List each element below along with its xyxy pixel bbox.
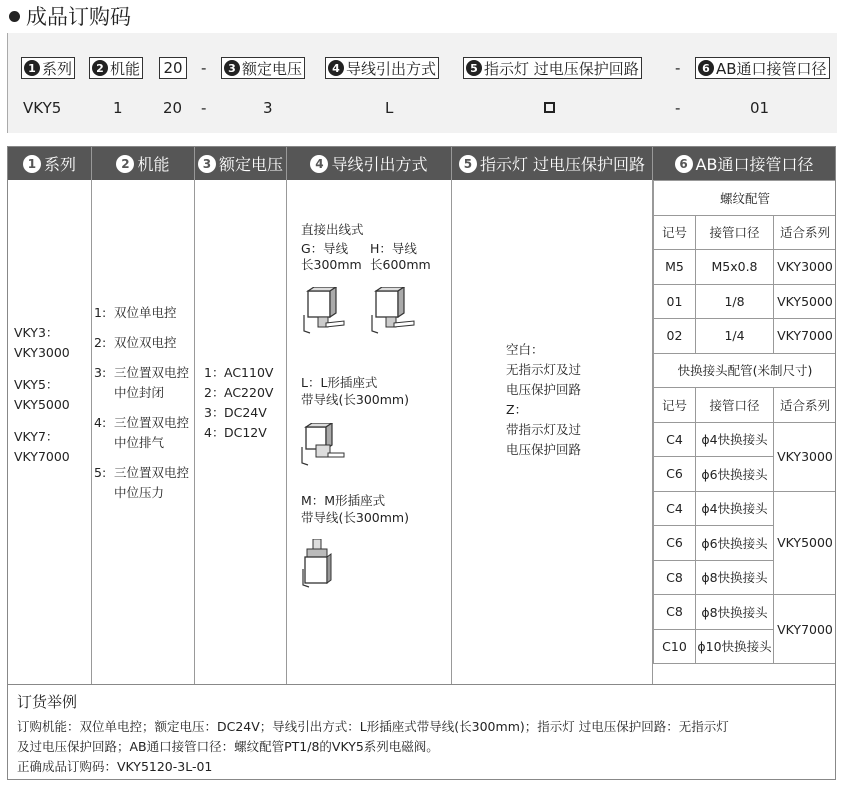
code-dash: - (675, 59, 681, 77)
series-list: VKY3： VKY3000 VKY5： VKY5000 VKY7： VKY7000 (14, 325, 70, 464)
order-example-line: 订购机能：双位单电控；额定电压：DC24V；导线引出方式：L形插座式带导线(长300mm)；指示灯 过电压保护回路：无指示灯 (17, 719, 729, 734)
header-port: 6 AB通口接管口径 (653, 147, 835, 180)
function-item: 1: 双位单电控 (94, 305, 177, 320)
function-item: 5: 三位置双电控 (94, 465, 190, 480)
header-voltage: 3 额定电压 (195, 147, 286, 180)
code-chip-indicator: 5 指示灯 过电压保护回路 (463, 57, 642, 79)
header-wire: 4 导线引出方式 (287, 147, 451, 180)
table-row: C6 ϕ6快换接头 (654, 457, 837, 492)
code-chip-wire: 4 导线引出方式 (325, 57, 439, 79)
bullet-dot-icon (9, 11, 20, 22)
code-value-20: 20 (163, 99, 183, 117)
header-function: 2 机能 (92, 147, 194, 180)
voltage-item: 1：AC110V (204, 365, 274, 380)
function-item: 2: 双位双电控 (94, 335, 177, 350)
page-title (6, 2, 131, 30)
column-divider (286, 147, 287, 684)
table-row: 02 1/4 VKY7000 (654, 319, 837, 354)
wire-h-text: H：导线 长600mm (370, 241, 431, 272)
order-example-heading: 订货举例 (17, 693, 78, 711)
wire-g-text: G：导线 长300mm (301, 241, 362, 272)
wire-direct-title: 直接出线式 (301, 222, 364, 237)
code-value-port: 01 (750, 99, 770, 117)
voltage-list (204, 363, 273, 443)
function-item: 4: 三位置双电控 (94, 415, 190, 430)
code-chip-series: 1 系列 (21, 57, 75, 79)
code-value-function: 1 (113, 99, 123, 117)
table-row: C10 ϕ10快换接头 (654, 629, 837, 664)
code-chip-function: 2 机能 (89, 57, 143, 79)
column-divider (91, 147, 92, 684)
order-example-line: 及过电压保护回路；AB通口接管口径：螺纹配管PT1/8的VKY5系列电磁阀。 (17, 739, 439, 754)
table-row: 记号 接管口径 适合系列 (654, 388, 837, 423)
quick-connector-title: 快换接头配管(米制尺寸) (654, 353, 837, 388)
valve-g-icon (300, 287, 350, 335)
table-row: C4 ϕ4快换接头 VKY3000 (654, 422, 837, 457)
code-value-voltage: 3 (263, 99, 273, 117)
code-dash: - (675, 99, 681, 117)
table-row: C8 ϕ8快换接头 (654, 560, 837, 595)
wire-l-text: L：L形插座式 带导线(长300mm) (301, 375, 409, 407)
port-size-table (653, 180, 836, 664)
order-example (7, 685, 836, 780)
table-row: C8 ϕ8快换接头 VKY7000 (654, 595, 837, 630)
voltage-item: 3：DC24V (204, 405, 267, 420)
order-code-box (7, 33, 837, 133)
table-row: 01 1/8 VKY5000 (654, 284, 837, 319)
function-list: 1: 双位单电控 2: 双位双电控 3: 三位置双电控 中位封闭 4: 三位置双电控 中位排气 5: 三位置双电控 中位压力 (94, 305, 190, 500)
code-value-wire: L (385, 99, 394, 117)
function-item: 3: 三位置双电控 (94, 365, 190, 380)
order-example-code: 正确成品订购码：VKY5120-3L-01 (17, 759, 213, 774)
page-title-text: 成品订购码 (26, 5, 131, 29)
column-divider (194, 147, 195, 684)
valve-m-icon (301, 539, 335, 589)
valve-l-icon (300, 423, 348, 467)
spec-table (7, 146, 836, 685)
code-chip-voltage: 3 额定电压 (221, 57, 305, 79)
valve-h-icon (368, 287, 418, 335)
table-row: C4 ϕ4快换接头 VKY5000 (654, 491, 837, 526)
code-chip-port: 6 AB通口接管口径 (695, 57, 830, 79)
code-value-series: VKY5 (23, 99, 62, 117)
table-header (8, 147, 835, 180)
table-row: C6 ϕ6快换接头 (654, 526, 837, 561)
column-divider (451, 147, 452, 684)
voltage-item: 4：DC12V (204, 425, 267, 440)
code-dash: - (201, 99, 207, 117)
header-indicator: 5 指示灯 过电压保护回路 (452, 147, 652, 180)
voltage-item: 2：AC220V (204, 385, 274, 400)
table-row: M5 M5x0.8 VKY3000 (654, 250, 837, 285)
table-row: 记号 接管口径 适合系列 (654, 215, 837, 250)
code-chip-20: 20 (159, 57, 187, 79)
indicator-list: 空白： 无指示灯及过 电压保护回路 Z： 带指示灯及过 电压保护回路 (506, 342, 582, 457)
code-dash: - (201, 59, 207, 77)
blank-square-icon (544, 102, 555, 113)
thread-piping-title: 螺纹配管 (654, 181, 837, 216)
header-series: 1 系列 (8, 147, 91, 180)
wire-m-text: M：M形插座式 带导线(长300mm) (301, 493, 409, 525)
